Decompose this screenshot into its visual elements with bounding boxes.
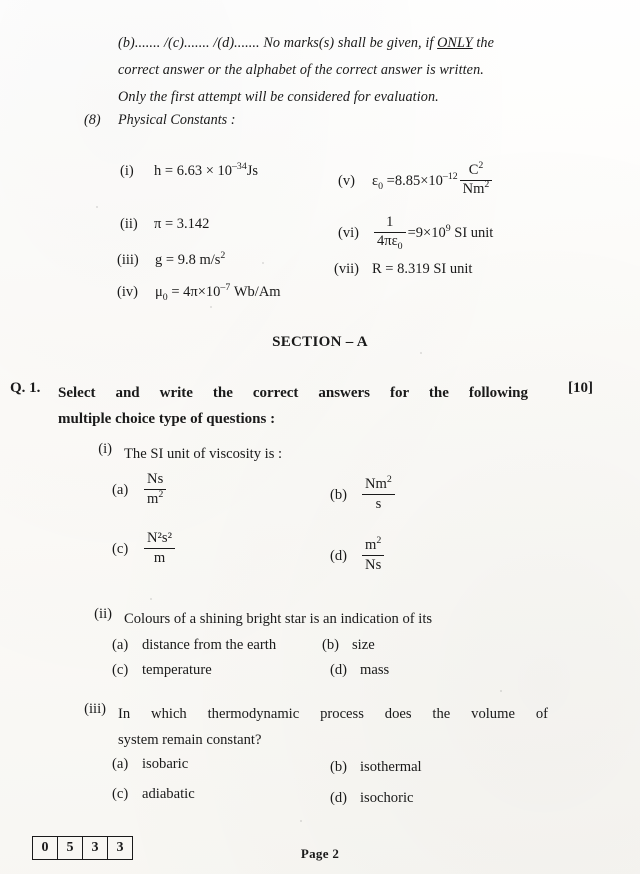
option-ii-d-tag: (d) [330,662,348,678]
option-ii-b-tag: (b) [322,637,340,653]
constant-item-vi [338,216,493,251]
option-ii-a[interactable] [112,637,276,654]
constant-item-i [120,161,259,180]
option-ii-c-tag: (c) [112,662,129,678]
option-iii-b-tag: (b) [330,759,348,775]
scan-speck [500,690,502,692]
paper-code-digit-4: 3 [116,840,124,855]
option-i-b-tag: (b) [330,486,348,503]
scan-speck [150,598,152,600]
option-ii-b[interactable] [322,637,375,654]
option-i-d[interactable] [330,535,386,575]
instruction-line-1-part-b: the [472,35,494,51]
option-iii-c-tag: (c) [112,786,129,802]
sub-question-i [78,441,548,467]
constant-label-vii: (vii) [334,261,359,277]
sub-question-iii-stem-line-2: system remain constant? [118,732,262,748]
option-i-a[interactable] [112,472,168,509]
physical-constants-heading [84,112,235,129]
constant-value-iii: g = 9.8 $m/s^2$ [155,250,226,268]
constant-label-i: (i) [120,163,134,179]
sub-question-iii-stem [118,701,548,753]
option-i-b-fraction: $\frac{Nm^2}{s}$ [362,476,395,513]
option-i-b[interactable] [330,474,397,514]
option-iii-b[interactable] [330,759,422,776]
paper-code-digit-2: 5 [58,837,83,859]
option-iii-c-label: adiabatic [142,786,195,802]
option-ii-d[interactable] [330,662,389,679]
constant-item-iii [117,250,226,269]
scan-speck [96,206,98,208]
option-i-a-tag: (a) [112,481,129,498]
constant-item-v [338,160,494,199]
constant-value-v: $\varepsilon_0 =8.85\times 10^{-12}$ $\frac{C^2}{Nm^2}$ [372,173,494,189]
sub-question-iii [72,701,548,753]
constant-label-vi: (vi) [338,224,359,241]
scan-speck [420,352,422,354]
option-i-d-fraction: $\frac{m^2}{Ns}$ [362,537,384,574]
option-ii-c[interactable] [112,662,212,679]
constant-value-vii: R = 8.319 SI unit [372,261,473,277]
option-iii-b-label: isothermal [360,759,422,775]
physical-constants-title: Physical Constants : [118,112,236,128]
option-iii-d-label: isochoric [360,790,414,806]
instruction-line-1-part-a: (b)....... /(c)....... /(d)....... No marks(s) shall be given, if [118,35,438,51]
physical-constants-number: (8) [84,112,101,128]
scan-speck [210,306,212,308]
instruction-paragraph [118,30,538,111]
sub-question-ii-stem: Colours of a shining bright star is an indication of its [124,611,433,627]
constant-vi-fraction: $\frac{1}{4\pi\varepsilon_0}$ [374,215,406,250]
option-i-c-tag: (c) [112,540,129,557]
sub-question-iii-stem-line-1: In which thermodynamic process does the volume of [118,706,548,722]
option-iii-d-tag: (d) [330,790,348,806]
instruction-line-2: correct answer or the alphabet of the correct answer is written. [118,62,484,78]
option-ii-a-tag: (a) [112,637,129,653]
option-iii-a[interactable] [112,756,188,773]
sub-question-iii-label: (iii) [84,701,106,717]
constant-item-vii [334,262,472,278]
paper-code-digit-1: 0 [33,837,58,859]
constant-label-ii: (ii) [120,216,138,232]
instruction-line-3: Only the first attempt will be considered for evaluation. [118,89,439,105]
constant-item-ii [120,217,209,233]
question-1-line-2: multiple choice type of questions : [58,411,276,427]
constant-v-fraction: $\frac{C^2}{Nm^2}$ [460,163,493,198]
option-i-c[interactable] [112,531,177,568]
option-i-a-fraction: $\frac{Ns}{m^2}$ [144,471,166,508]
constant-item-iv [117,282,281,303]
constant-value-vi: $=9\times 10^9$ SI unit [407,222,494,241]
paper-code-digit-3: 3 [83,837,108,859]
scan-speck [262,262,264,264]
option-iii-d[interactable] [330,790,414,807]
constant-value-i: $h = 6.63 \times 10^{-34}Js$ [154,161,259,179]
page-number: Page 2 [300,846,340,861]
option-ii-c-label: temperature [142,662,212,678]
constant-value-ii: π = 3.142 [154,216,210,232]
only-underlined-word: ONLY [437,35,473,51]
constant-value-iv: $\mu_0 = 4\pi\times 10^{-7}$ Wb/Am [155,282,281,303]
option-ii-b-label: size [352,637,375,653]
scan-speck [300,820,302,822]
option-iii-a-tag: (a) [112,756,129,772]
question-1-label: Q. 1. [10,380,41,396]
option-ii-a-label: distance from the earth [142,637,277,653]
option-iii-c[interactable] [112,786,195,803]
question-1-line-1: Select and write the correct answers for the following [58,385,528,401]
question-1-text [58,380,528,432]
sub-question-ii [78,606,548,632]
section-heading: SECTION – A [272,334,368,350]
sub-question-ii-label: (ii) [94,606,112,622]
sub-question-i-stem: The SI unit of viscosity is : [124,446,283,462]
option-i-c-fraction: $\frac{\text{N²s²}}{m}$ [144,530,175,567]
sub-question-i-label: (i) [98,441,112,457]
constant-label-iii: (iii) [117,252,139,268]
constant-label-iv: (iv) [117,284,138,300]
constant-label-v: (v) [338,172,355,189]
question-1-marks: [10] [568,380,593,396]
instruction-line-1 [118,30,538,57]
option-ii-d-label: mass [360,662,390,678]
option-i-d-tag: (d) [330,547,348,564]
option-iii-a-label: isobaric [142,756,189,772]
